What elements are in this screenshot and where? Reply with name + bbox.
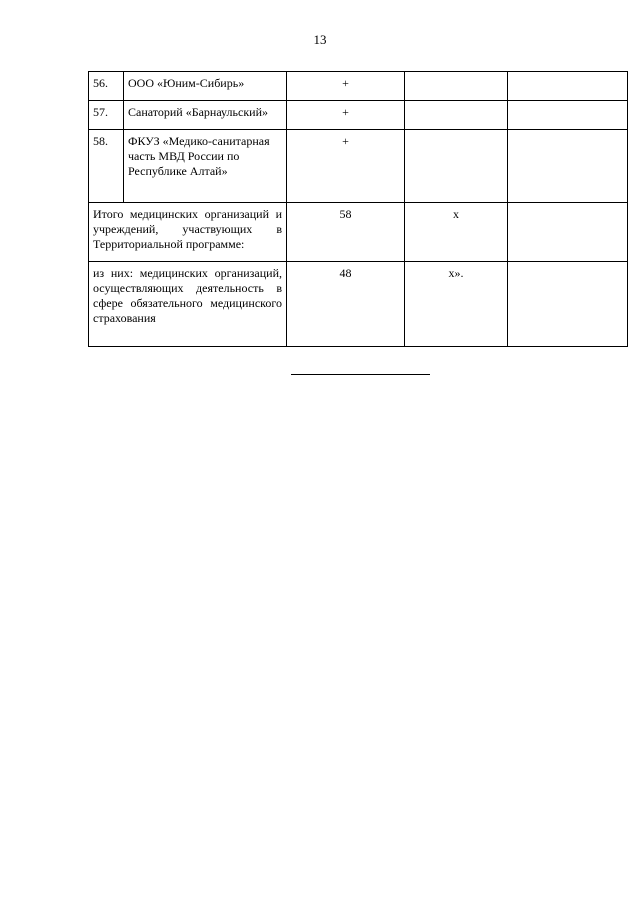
closing-divider-line <box>291 374 430 375</box>
row-number: 56. <box>89 72 124 101</box>
table-row <box>89 72 628 101</box>
row-number: 58. <box>89 130 124 203</box>
cell-col5 <box>508 130 628 203</box>
cell-col5 <box>508 101 628 130</box>
summary-total-count: 58 <box>287 203 405 262</box>
cell-col4 <box>405 101 508 130</box>
cell-col4 <box>405 130 508 203</box>
summary-col5 <box>508 262 628 347</box>
summary-oms-count: 48 <box>287 262 405 347</box>
participation-mark: + <box>287 72 405 101</box>
organizations-table <box>88 71 628 347</box>
cell-col5 <box>508 72 628 101</box>
participation-mark: + <box>287 101 405 130</box>
summary-col4: х <box>405 203 508 262</box>
row-number: 57. <box>89 101 124 130</box>
summary-row-oms <box>89 262 628 347</box>
organization-name: ФКУЗ «Медико-санитарная часть МВД России по Республике Алтай» <box>124 130 287 203</box>
table-row <box>89 101 628 130</box>
summary-col5 <box>508 203 628 262</box>
summary-row-total <box>89 203 628 262</box>
summary-col4: х». <box>405 262 508 347</box>
page-number: 13 <box>313 32 327 47</box>
cell-col4 <box>405 72 508 101</box>
summary-label: Итого медицинских организаций и учреждений, участвующих в Территориальной программе: <box>89 203 287 262</box>
summary-label: из них: медицинских организаций, осуществляющих деятельность в сфере обязательного медицинского страхования <box>89 262 287 347</box>
organization-name: ООО «Юним-Сибирь» <box>124 72 287 101</box>
table-row <box>89 130 628 203</box>
participation-mark: + <box>287 130 405 203</box>
organization-name: Санаторий «Барнаульский» <box>124 101 287 130</box>
